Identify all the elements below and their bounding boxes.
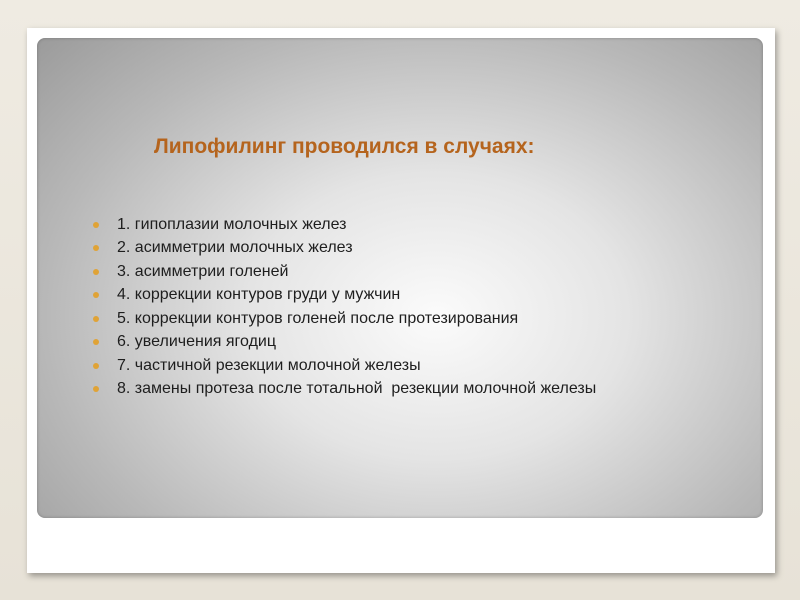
bullet-list: [93, 213, 596, 401]
list-item: [93, 307, 596, 331]
bullet-dot-icon: [93, 386, 99, 392]
slide-title: Липофилинг проводился в случаях:: [154, 135, 535, 158]
list-item-text: 7. частичной резекции молочной железы: [117, 356, 421, 374]
bullet-dot-icon: [93, 269, 99, 275]
list-item-text: 4. коррекции контуров груди у мужчин: [117, 286, 401, 304]
list-item-text: 3. асимметрии голеней: [117, 262, 289, 280]
list-item-text: 1. гипоплазии молочных желез: [117, 215, 347, 233]
bullet-dot-icon: [93, 339, 99, 345]
bullet-dot-icon: [93, 316, 99, 322]
bullet-dot-icon: [93, 292, 99, 298]
list-item-text: 5. коррекции контуров голеней после протезирования: [117, 309, 519, 327]
list-item: [93, 260, 596, 284]
list-item: [93, 354, 596, 378]
bullet-dot-icon: [93, 245, 99, 251]
bullet-dot-icon: [93, 222, 99, 228]
list-item-text: 6. увеличения ягодиц: [117, 333, 276, 351]
list-item: [93, 213, 596, 237]
slide-content-panel: [37, 38, 763, 518]
slide: [27, 28, 775, 573]
list-item-text: 2. асимметрии молочных желез: [117, 239, 353, 257]
list-item: [93, 378, 596, 402]
list-item: [93, 331, 596, 355]
list-item-text: 8. замены протеза после тотальной резекции молочной железы: [117, 380, 597, 398]
list-item: [93, 237, 596, 261]
bullet-dot-icon: [93, 363, 99, 369]
list-item: [93, 284, 596, 308]
